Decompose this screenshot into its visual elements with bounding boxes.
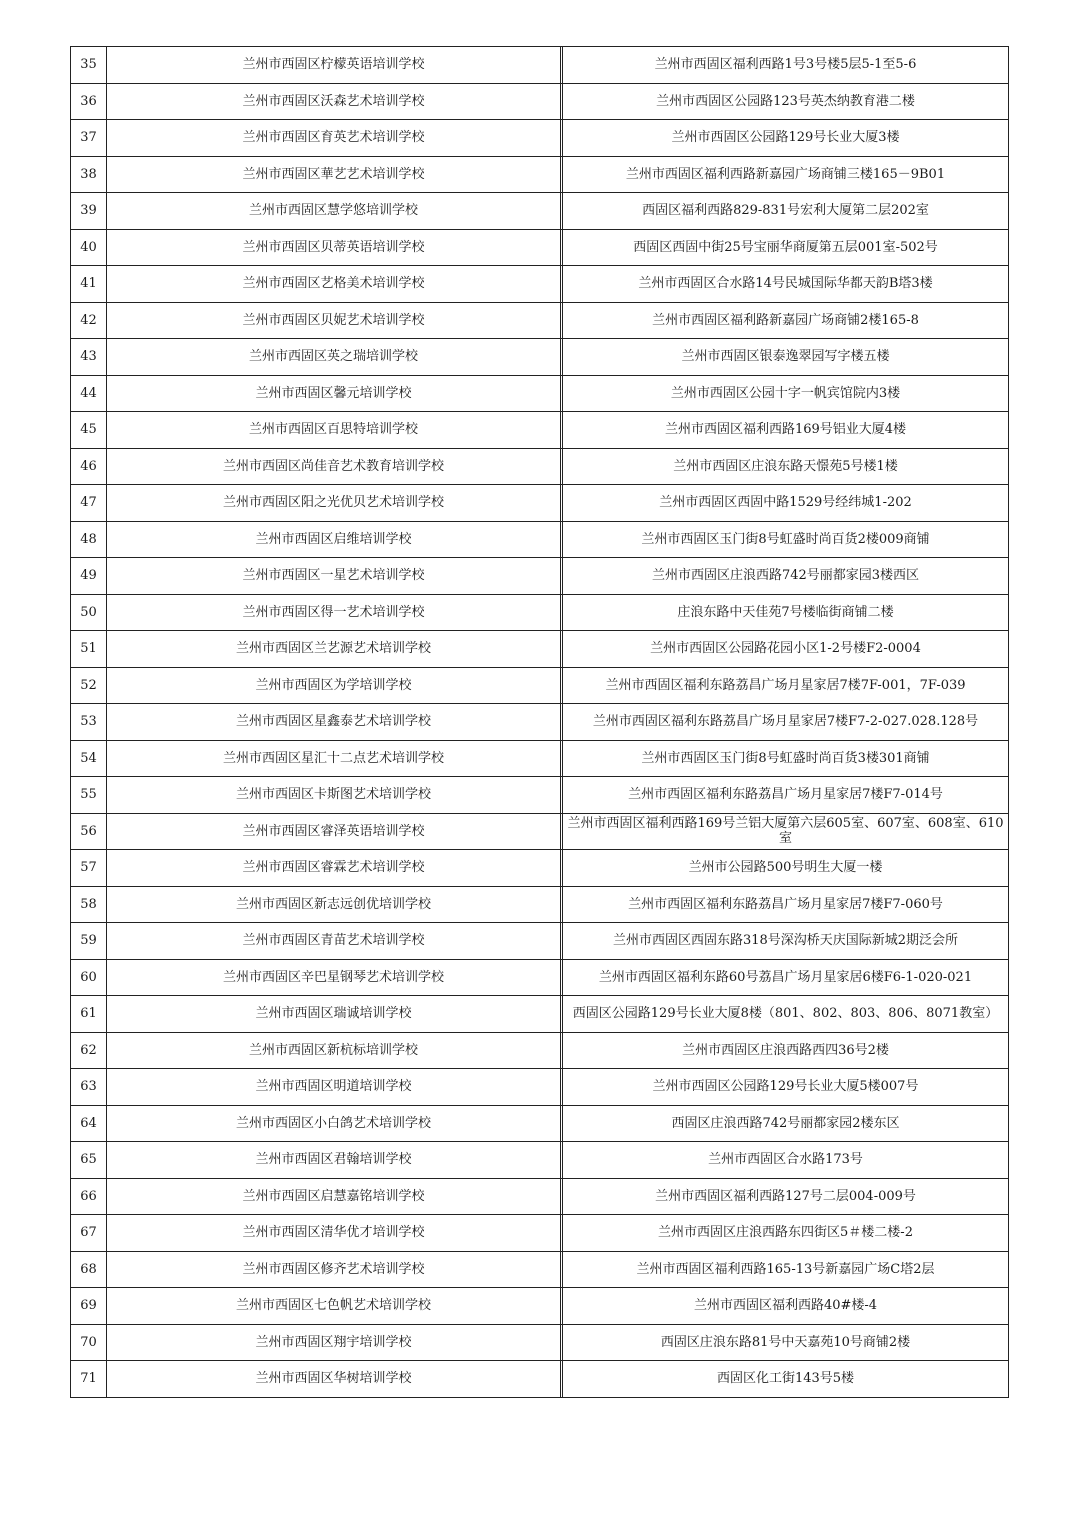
table-row [71, 521, 1009, 558]
table-row [71, 558, 1009, 595]
school-name-cell: 兰州市西固区睿泽英语培训学校 [107, 813, 561, 850]
school-name-cell: 兰州市西固区辛巴星钢琴艺术培训学校 [107, 959, 561, 996]
row-number-cell: 52 [71, 667, 107, 704]
table-row [71, 448, 1009, 485]
row-number-cell: 35 [71, 47, 107, 84]
address-cell: 兰州市公园路500号明生大厦一楼 [563, 850, 1009, 887]
table-row [71, 47, 1009, 84]
school-name-cell: 兰州市西固区阳之光优贝艺术培训学校 [107, 485, 561, 522]
row-number-cell: 40 [71, 229, 107, 266]
address-cell: 兰州市西固区西固中路1529号经纬城1-202 [563, 485, 1009, 522]
address-cell: 兰州市西固区福利东路荔昌广场月星家居7楼F7-014号 [563, 777, 1009, 814]
table-row [71, 923, 1009, 960]
row-number-cell: 57 [71, 850, 107, 887]
school-name-cell: 兰州市西固区柠檬英语培训学校 [107, 47, 561, 84]
address-cell: 兰州市西固区福利西路169号铝业大厦4楼 [563, 412, 1009, 449]
address-cell: 兰州市西固区福利东路荔昌广场月星家居7楼7F-001，7F-039 [563, 667, 1009, 704]
table-row [71, 1178, 1009, 1215]
school-name-cell: 兰州市西固区沃森艺术培训学校 [107, 83, 561, 120]
school-name-cell: 兰州市西固区得一艺术培训学校 [107, 594, 561, 631]
school-name-cell: 兰州市西固区贝蒂英语培训学校 [107, 229, 561, 266]
table-row [71, 1105, 1009, 1142]
table-row [71, 813, 1009, 850]
school-name-cell: 兰州市西固区瑞诚培训学校 [107, 996, 561, 1033]
school-name-cell: 兰州市西固区新杭标培训学校 [107, 1032, 561, 1069]
row-number-cell: 39 [71, 193, 107, 230]
table-row [71, 850, 1009, 887]
row-number-cell: 59 [71, 923, 107, 960]
row-number-cell: 48 [71, 521, 107, 558]
row-number-cell: 70 [71, 1324, 107, 1361]
table-row [71, 1069, 1009, 1106]
school-name-cell: 兰州市西固区兰艺源艺术培训学校 [107, 631, 561, 668]
address-cell: 兰州市西固区福利西路新嘉园广场商铺三楼165－9B01 [563, 156, 1009, 193]
address-cell: 西固区公园路129号长业大厦8楼（801、802、803、806、8071教室） [563, 996, 1009, 1033]
table-row [71, 886, 1009, 923]
school-name-cell: 兰州市西固区一星艺术培训学校 [107, 558, 561, 595]
table-row [71, 667, 1009, 704]
school-name-cell: 兰州市西固区星鑫泰艺术培训学校 [107, 704, 561, 741]
school-name-cell: 兰州市西固区为学培训学校 [107, 667, 561, 704]
address-cell: 兰州市西固区庄浪西路东四街区5＃楼二楼-2 [563, 1215, 1009, 1252]
table-row [71, 266, 1009, 303]
row-number-cell: 53 [71, 704, 107, 741]
table-row [71, 740, 1009, 777]
school-name-cell: 兰州市西固区育英艺术培训学校 [107, 120, 561, 157]
row-number-cell: 55 [71, 777, 107, 814]
row-number-cell: 44 [71, 375, 107, 412]
row-number-cell: 64 [71, 1105, 107, 1142]
row-number-cell: 47 [71, 485, 107, 522]
school-name-cell: 兰州市西固区清华优才培训学校 [107, 1215, 561, 1252]
row-number-cell: 67 [71, 1215, 107, 1252]
school-name-cell: 兰州市西固区艺格美术培训学校 [107, 266, 561, 303]
table-row [71, 704, 1009, 741]
address-cell: 兰州市西固区福利西路169号兰铝大厦第六层605室、607室、608室、610室 [563, 813, 1009, 850]
address-cell: 兰州市西固区福利路新嘉园广场商铺2楼165-8 [563, 302, 1009, 339]
address-cell: 西固区庄浪西路742号丽都家园2楼东区 [563, 1105, 1009, 1142]
school-name-cell: 兰州市西固区華艺艺术培训学校 [107, 156, 561, 193]
table-row [71, 485, 1009, 522]
row-number-cell: 49 [71, 558, 107, 595]
row-number-cell: 68 [71, 1251, 107, 1288]
address-cell: 兰州市西固区福利东路荔昌广场月星家居7楼F7-060号 [563, 886, 1009, 923]
row-number-cell: 66 [71, 1178, 107, 1215]
school-name-cell: 兰州市西固区七色帆艺术培训学校 [107, 1288, 561, 1325]
table-row [71, 302, 1009, 339]
table-row [71, 412, 1009, 449]
address-cell: 兰州市西固区福利西路40#楼-4 [563, 1288, 1009, 1325]
row-number-cell: 71 [71, 1361, 107, 1398]
school-name-cell: 兰州市西固区小白鸽艺术培训学校 [107, 1105, 561, 1142]
row-number-cell: 51 [71, 631, 107, 668]
row-number-cell: 60 [71, 959, 107, 996]
table-row [71, 193, 1009, 230]
table-row [71, 631, 1009, 668]
address-cell: 西固区化工街143号5楼 [563, 1361, 1009, 1398]
row-number-cell: 37 [71, 120, 107, 157]
row-number-cell: 38 [71, 156, 107, 193]
school-name-cell: 兰州市西固区尚佳音艺术教育培训学校 [107, 448, 561, 485]
address-cell: 兰州市西固区福利西路127号二层004-009号 [563, 1178, 1009, 1215]
row-number-cell: 46 [71, 448, 107, 485]
school-name-cell: 兰州市西固区英之瑞培训学校 [107, 339, 561, 376]
address-cell: 兰州市西固区庄浪东路天憬苑5号楼1楼 [563, 448, 1009, 485]
address-cell: 兰州市西固区合水路14号民城国际华都天韵B塔3楼 [563, 266, 1009, 303]
school-name-cell: 兰州市西固区华树培训学校 [107, 1361, 561, 1398]
table-row [71, 120, 1009, 157]
row-number-cell: 54 [71, 740, 107, 777]
school-name-cell: 兰州市西固区翔宇培训学校 [107, 1324, 561, 1361]
table-row [71, 229, 1009, 266]
table-body [71, 47, 1009, 1398]
table-row [71, 959, 1009, 996]
address-cell: 兰州市西固区公园十字一帆宾馆院内3楼 [563, 375, 1009, 412]
address-cell: 兰州市西固区玉门街8号虹盛时尚百货3楼301商铺 [563, 740, 1009, 777]
table-row [71, 1251, 1009, 1288]
row-number-cell: 69 [71, 1288, 107, 1325]
table-row [71, 83, 1009, 120]
school-name-cell: 兰州市西固区明道培训学校 [107, 1069, 561, 1106]
school-name-cell: 兰州市西固区馨元培训学校 [107, 375, 561, 412]
table-row [71, 1324, 1009, 1361]
row-number-cell: 61 [71, 996, 107, 1033]
table-row [71, 1142, 1009, 1179]
row-number-cell: 45 [71, 412, 107, 449]
school-name-cell: 兰州市西固区启维培训学校 [107, 521, 561, 558]
row-number-cell: 36 [71, 83, 107, 120]
row-number-cell: 42 [71, 302, 107, 339]
address-cell: 兰州市西固区福利东路荔昌广场月星家居7楼F7-2-027.028.128号 [563, 704, 1009, 741]
row-number-cell: 58 [71, 886, 107, 923]
school-name-cell: 兰州市西固区贝妮艺术培训学校 [107, 302, 561, 339]
address-cell: 兰州市西固区西固东路318号深沟桥天庆国际新城2期泛会所 [563, 923, 1009, 960]
address-cell: 兰州市西固区公园路129号长业大厦5楼007号 [563, 1069, 1009, 1106]
table-row [71, 156, 1009, 193]
address-cell: 兰州市西固区福利东路60号荔昌广场月星家居6楼F6-1-020-021 [563, 959, 1009, 996]
row-number-cell: 41 [71, 266, 107, 303]
row-number-cell: 56 [71, 813, 107, 850]
address-cell: 兰州市西固区玉门街8号虹盛时尚百货2楼009商铺 [563, 521, 1009, 558]
school-name-cell: 兰州市西固区睿霖艺术培训学校 [107, 850, 561, 887]
school-name-cell: 兰州市西固区君翰培训学校 [107, 1142, 561, 1179]
address-cell: 西固区庄浪东路81号中天嘉苑10号商铺2楼 [563, 1324, 1009, 1361]
table-row [71, 1361, 1009, 1398]
table-row [71, 1288, 1009, 1325]
table-row [71, 339, 1009, 376]
table-row [71, 996, 1009, 1033]
school-name-cell: 兰州市西固区百思特培训学校 [107, 412, 561, 449]
school-name-cell: 兰州市西固区启慧嘉铭培训学校 [107, 1178, 561, 1215]
school-name-cell: 兰州市西固区青苗艺术培训学校 [107, 923, 561, 960]
school-list-table [70, 46, 1009, 1398]
address-cell: 西固区福利西路829-831号宏利大厦第二层202室 [563, 193, 1009, 230]
address-cell: 兰州市西固区公园路123号英杰纳教育港二楼 [563, 83, 1009, 120]
school-name-cell: 兰州市西固区星汇十二点艺术培训学校 [107, 740, 561, 777]
table-row [71, 375, 1009, 412]
address-cell: 兰州市西固区福利西路165-13号新嘉园广场C塔2层 [563, 1251, 1009, 1288]
school-name-cell: 兰州市西固区新志远创优培训学校 [107, 886, 561, 923]
address-cell: 庄浪东路中天佳苑7号楼临街商铺二楼 [563, 594, 1009, 631]
address-cell: 兰州市西固区公园路花园小区1-2号楼F2-0004 [563, 631, 1009, 668]
address-cell: 兰州市西固区公园路129号长业大厦3楼 [563, 120, 1009, 157]
address-cell: 兰州市西固区庄浪西路742号丽都家园3楼西区 [563, 558, 1009, 595]
address-cell: 兰州市西固区福利西路1号3号楼5层5-1至5-6 [563, 47, 1009, 84]
table-row [71, 594, 1009, 631]
row-number-cell: 63 [71, 1069, 107, 1106]
table-row [71, 777, 1009, 814]
address-cell: 兰州市西固区庄浪西路西四36号2楼 [563, 1032, 1009, 1069]
table-row [71, 1215, 1009, 1252]
row-number-cell: 43 [71, 339, 107, 376]
row-number-cell: 65 [71, 1142, 107, 1179]
table-row [71, 1032, 1009, 1069]
row-number-cell: 62 [71, 1032, 107, 1069]
address-cell: 兰州市西固区合水路173号 [563, 1142, 1009, 1179]
address-cell: 西固区西固中街25号宝丽华商厦第五层001室-502号 [563, 229, 1009, 266]
address-cell: 兰州市西固区银泰逸翠园写字楼五楼 [563, 339, 1009, 376]
school-name-cell: 兰州市西固区卡斯图艺术培训学校 [107, 777, 561, 814]
row-number-cell: 50 [71, 594, 107, 631]
school-name-cell: 兰州市西固区慧学悠培训学校 [107, 193, 561, 230]
school-name-cell: 兰州市西固区修齐艺术培训学校 [107, 1251, 561, 1288]
